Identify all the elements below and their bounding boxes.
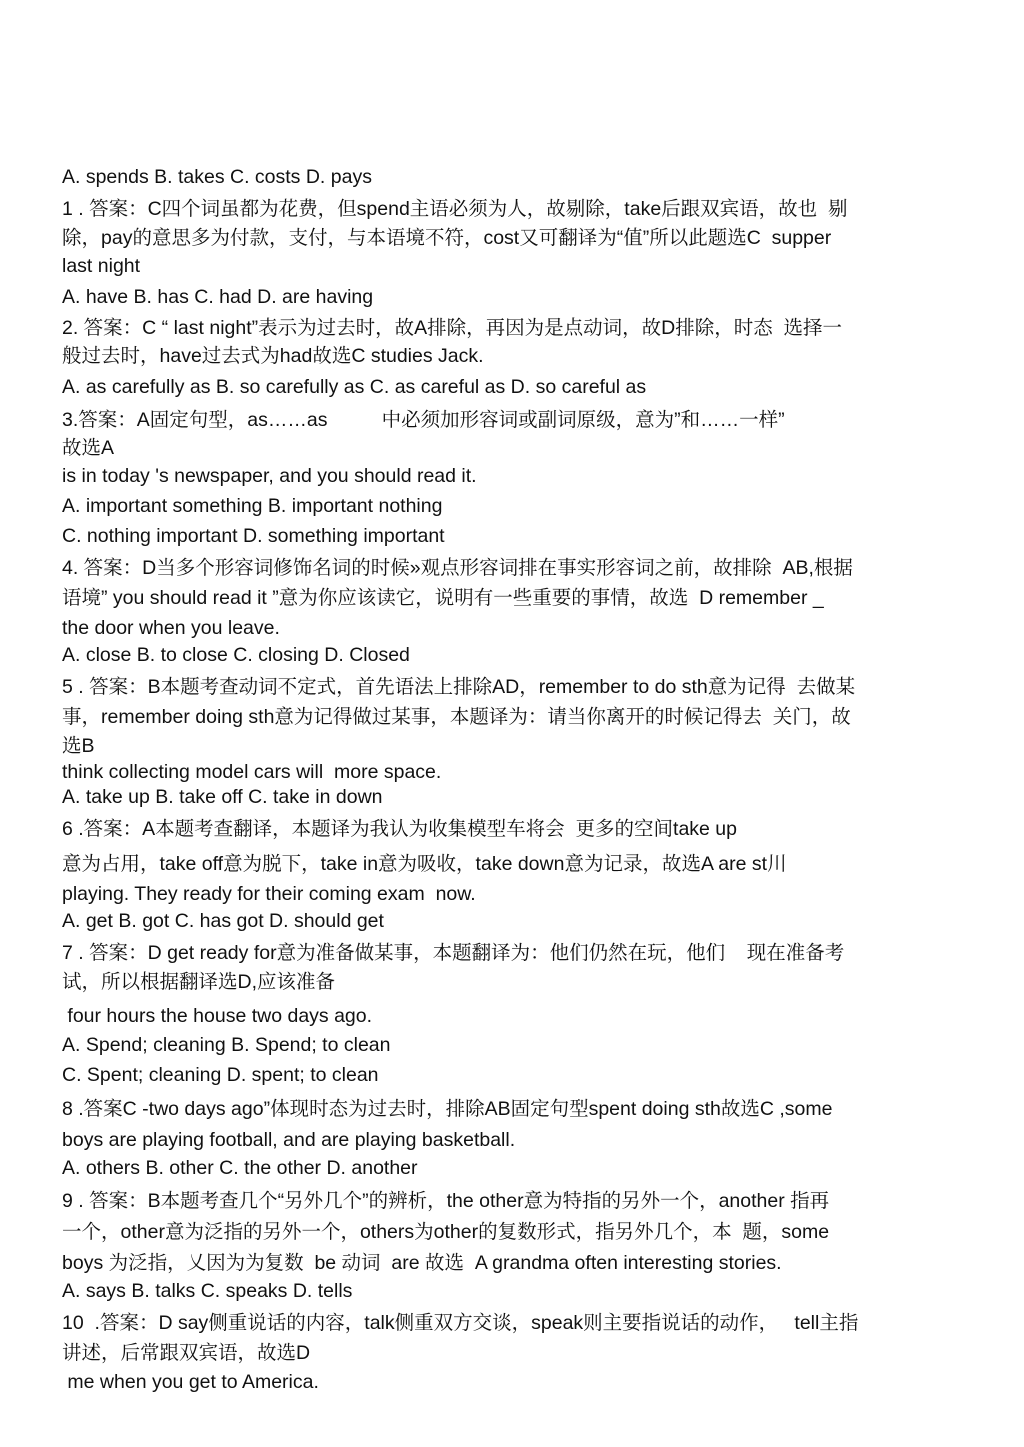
- text-line: 试，所以根据翻译选D,应该准备: [62, 971, 336, 993]
- text-line: 10 .答案：D say侧重说话的内容，talk侧重双方交谈，speak则主要指说话的动作， tell主指: [62, 1312, 859, 1334]
- text-line: C. nothing important D. something important: [62, 525, 445, 547]
- text-line: A. as carefully as B. so carefully as C. as careful as D. so careful as: [62, 376, 647, 398]
- text-line: A. get B. got C. has got D. should get: [62, 910, 384, 932]
- text-line: 选B: [62, 735, 95, 757]
- text-line: boys 为泛指，乂因为为复数 be 动词 are 故选 A grandma often interesting stories.: [62, 1252, 782, 1274]
- text-line: is in today 's newspaper, and you should read it.: [62, 465, 477, 487]
- text-line: 意为占用，take off意为脱下，take in意为吸收，take down意为记录，故选A are st川: [62, 853, 787, 875]
- text-line: A. have B. has C. had D. are having: [62, 286, 374, 308]
- text-line: A. others B. other C. the other D. another: [62, 1157, 418, 1179]
- text-line: A. take up B. take off C. take in down: [62, 786, 383, 808]
- text-line: A. says B. talks C. speaks D. tells: [62, 1280, 353, 1302]
- text-line: the door when you leave.: [62, 617, 280, 639]
- text-line: 3.答案：A固定句型，as……as 中必须加形容词或副词原级，意为”和……一样”: [62, 409, 785, 431]
- text-line: boys are playing football, and are playing basketball.: [62, 1129, 516, 1151]
- text-line: 5 . 答案：B本题考查动词不定式，首先语法上排除AD，remember to do sth意为记得 去做某: [62, 676, 856, 698]
- text-line: A. spends B. takes C. costs D. pays: [62, 166, 372, 188]
- text-line: 8 .答案C -two days ago”体现时态为过去时，排除AB固定句型spent doing sth故选C ,some: [62, 1098, 833, 1120]
- text-line: 6 .答案：A本题考查翻译，本题译为我认为收集模型车将会 更多的空间take up: [62, 818, 737, 840]
- text-line: 一个，other意为泛指的另外一个，others为other的复数形式，指另外几个，本 题，some: [62, 1221, 830, 1243]
- text-line: 般过去时，have过去式为had故选C studies Jack.: [62, 345, 484, 367]
- text-line: think collecting model cars will more space.: [62, 761, 442, 783]
- text-line: A. Spend; cleaning B. Spend; to clean: [62, 1034, 391, 1056]
- text-line: 7 . 答案：D get ready for意为准备做某事，本题翻译为：他们仍然在玩，他们 现在准备考: [62, 942, 845, 964]
- text-line: A. close B. to close C. closing D. Closed: [62, 644, 410, 666]
- text-line: 1 . 答案：C四个词虽都为花费，但spend主语必须为人，故剔除，take后跟双宾语，故也 剔: [62, 198, 848, 220]
- text-line: C. Spent; cleaning D. spent; to clean: [62, 1064, 379, 1086]
- text-line: 2. 答案：C “ last night”表示为过去时，故A排除，再因为是点动词，故D排除，时态 选择一: [62, 317, 843, 339]
- text-line: 事，remember doing sth意为记得做过某事，本题译为：请当你离开的时候记得去 关门，故: [62, 706, 851, 728]
- text-line: 语境” you should read it ”意为你应该读它，说明有一些重要的事情，故选 D remember _: [62, 587, 824, 609]
- text-line: playing. They ready for their coming exam now.: [62, 883, 476, 905]
- text-line: me when you get to America.: [62, 1371, 319, 1393]
- text-line: four hours the house two days ago.: [62, 1005, 373, 1027]
- text-line: last night: [62, 255, 141, 277]
- text-line: 9 . 答案：B本题考查几个“另外几个”的辨析，the other意为特指的另外一个，another 指再: [62, 1190, 830, 1212]
- text-line: A. important something B. important nothing: [62, 495, 443, 517]
- text-line: 4. 答案：D当多个形容词修饰名词的时候»观点形容词排在事实形容词之前，故排除 AB,根据: [62, 557, 853, 579]
- text-line: 除，pay的意思多为付款，支付，与本语境不符，cost又可翻译为“值”所以此题选C supper: [62, 227, 832, 249]
- text-line: 讲述，后常跟双宾语，故选D: [62, 1342, 311, 1364]
- text-line: 故选A: [62, 437, 115, 459]
